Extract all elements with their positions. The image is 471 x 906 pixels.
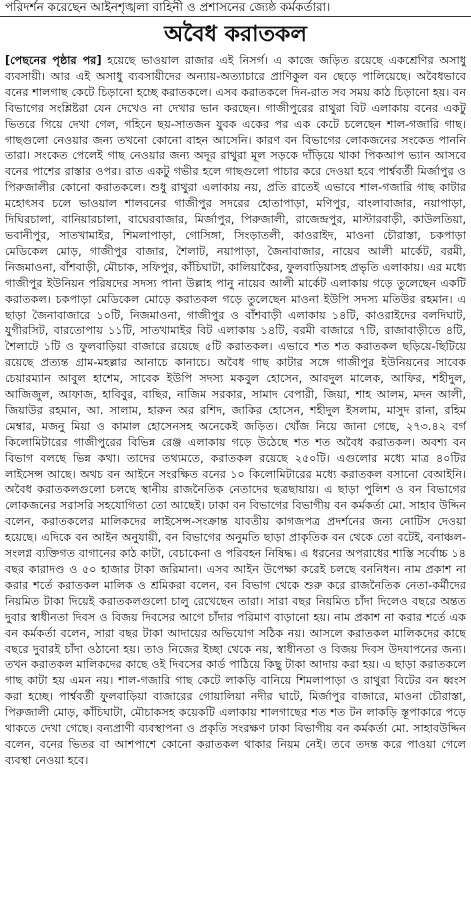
article-paragraph bbox=[5, 53, 466, 769]
article-paragraph-text: হয়েছে ভাওয়াল রাজার এই নিসর্গ। এ কাজে জড়িত রয়েছে একশ্রেণির অসাধু ব্যবসায়ী। আর এই অসাধু ব্যবসায়ীদের অন্যায়-অত্যাচারে প্রাণিকুল বন ছেড়ে পালিয়েছে। অবৈধভাবে বনের শালগাছ কেটে চিড়ানো হচ্ছে করাতকলে। এসব করাতকলে দিন-রাত সব সময় কাঠ চিড়ানো হয়। বন বিভাগের সংশ্লিষ্টরা যেন দেখেও না দেখার ভান করছেন। গাজীপুরের রাথুরা বিট এলাকায় বনের একটু ভিতরে গিয়ে দেখা গেল, গহিনে ছয়-সাতজন যুবক একের পর এক কেটে চলেছেন শাল-গজারি গাছ। গাছগুলো নেওয়ার জন্য তখনো কোনো বাহন আসেনি। কারণ বন বিভাগের লোকজনের সংকেত পাননি তারা। সংকেত পেলেই গাছ নেওয়ার জন্য অদূর রাথুরা মূল সড়কে দাঁড়িয়ে থাকা পিকআপ ভ্যান আসবে বনের পাশের রাস্তার ওপর। রাত একটু গভীর হলে গাছগুলো পাচার করে দেওয়া হবে পার্শ্ববর্তী মির্জাপুর ও পিরুজালীর কোনো করাতকলে। শুধু রাথুরা এলাকায় নয়, প্রতি রাতেই এভাবে শাল-গজারি গাছ কাটার মহোৎসব চলে ভাওয়াল শালবনের গাজীপুর সদরের হোতাপাড়া, মণিপুর, বাংলাবাজার, নয়াপাড়া, দিঘিরচালা, বানিয়ারচালা, বাঘেরবাজার, মির্জাপুর, পিরুজালী, রাজেন্দ্রপুর, মাস্টারবাড়ী, কাউলতিয়া, ভবানীপুর, সাতখামাইর, শিমলাপাড়া, গোসিঙ্গা, সিংড়াতলী, কাওরাইদ, মাওনা চৌরাস্তা, চকপাড়া মেডিকেল মোড়, গাজীপুর বাজার, শৈলাট, নয়াপাড়া, জৈনাবাজার, নায়েব আলী মার্কেট, বরমী, নিজমাওনা, বাঁশবাড়ী, মৌচাক, সফিপুর, কাঁচিঘাটা, কালিয়াকৈর, ফুলবাড়িয়াসহ প্রভৃতি এলাকায়। এর মধ্যে গাজীপুর ইউনিয়ন পরিষদের সদস্য পানা উল্লাহ পানু নায়েব আলী মার্কেট এলাকায় গড়ে তুলেছেন একটি করাতকল। চকপাড়া মেডিকেল মোড়ে করাতকল গড়ে তুলেছেন মাওনা ইউপি সদস্য মতিউর রহমান। এ ছাড়া জৈনাবাজারে ১০টি, নিজমাওনা, গাজীপুর ও বাঁশবাড়ী এলাকায় ১৪টি, কাওরাইদের বলদিঘাট, যুগীরসিট, বারতোপায় ১১টি, সাতখামাইর বিট এলাকায় ১৪টি, বরমী বাজারে ৭টি, রাজাবাড়ীতে ৪টি, শৈলাটে ১টি ও ফুলবাড়িয়া বাজারে রয়েছে ৫টি করাতকল। এভাবে শত শত করাতকল ছড়িয়ে-ছিটিয়ে রয়েছে প্রত্যন্ত গ্রাম-মহল্লার আনাচে কানাচে। অবৈধ গাছ কাটার সঙ্গে গাজীপুর ইউনিয়নের সাবেক চেয়ারম্যান আবুল হাশেম, সাবেক ইউপি সদস্য মকবুল হোসেন, আবদুল মালেক, আফির, শহীদুল, আজিজুল, আফাজ, হাবিবুর, বাছির, নাজিম সরকার, সামাদ বেপারী, জিয়া, শাহ আলম, মদন আলী, জিয়াউর রহমান, আ. সালাম, হারুন অর রশিদ, জাকির হোসেন, শহীদুল ইসলাম, মাসুদ রানা, রহিম মেম্বার, মজনু মিয়া ও কামাল হোসেনসহ অনেকেই জড়িত। খোঁজ নিয়ে জানা গেছে, ২৭৩.৪২ বর্গ কিলোমিটারের গাজীপুরের বিভিন্ন রেঞ্জ এলাকায় গড়ে উঠেছে শত শত অবৈধ করাতকল। অবশ্য বন বিভাগ বলছে ভিন্ন কথা। তাদের তথ্যমতে, করাতকল রয়েছে ২৫০টি। এগুলোর মধ্যে মাত্র ৪০টির লাইসেন্স আছে। অথচ বন আইনে সংরক্ষিত বনের ১০ কিলোমিটারের মধ্যে করাতকল বসানো বেআইনি। অবৈধ করাতকলগুলো চলছে স্থানীয় রাজনৈতিক নেতাদের ছত্রছায়ায়। এ ছাড়া পুলিশ ও বন বিভাগের লোকজনের সরাসরি সহযোগিতা তো আছেই। ঢাকা বন বিভাগের বিভাগীয় বন কর্মকর্তা মো. সাহাব উদ্দিন বলেন, করাতকলের মালিকদের লাইসেন্স-সংক্রান্ত যাবতীয় কাগজপত্র প্রদর্শনের জন্য নোটিস দেওয়া হয়েছে। এদিকে বন আইন অনুযায়ী, বন বিভাগের অনুমতি ছাড়া প্রাকৃতিক বন থেকে তো বটেই, বনাঞ্চল-সংলগ্ন ব্যক্তিগত বাগানের কাঠ কাটা, বেচাকেনা ও পরিবহন নিষিদ্ধ। এ ধরনের অপরাধের শাস্তি সর্বোচ্চ ১৪ বছর কারাদণ্ড ও ৫০ হাজার টাকা জরিমানা। এসব আইন উপেক্ষা করেই চলছে বননিধন। নাম প্রকাশ না করার শর্তে করাতকল মালিক ও শ্রমিকরা বলেন, বন বিভাগ থেকে শুরু করে রাজনৈতিক নেতা-কর্মীদের নিয়মিত টাকা দিয়েই করাতকলগুলো চালু রেখেছেন তারা। সারা বছর নিয়মিত চাঁদা দিলেও বছরে অন্তত দুবার স্বাধীনতা দিবস ও বিজয় দিবসের আগে চাঁদার পরিমাণ বাড়ানো হয়। নাম প্রকাশ না করার শর্তে এক বন কর্মকর্তা বলেন, সারা বছর টাকা আদায়ের অভিযোগ সঠিক নয়। আসলে করাতকল মালিকদের কাছে বছরে দুবারই চাঁদা ওঠানো হয়। তাও নিজের ইচ্ছা থেকে নয়, স্বাধীনতা ও বিজয় দিবস উদযাপনের জন্য। তখন করাতকল মালিকদের কাছে ওই দিবসের কার্ড পাঠিয়ে কিছু টাকা আদায় করা হয়। এ ছাড়া করাতকলে গাছ কাটা হয় এমন নয়। শাল-গজারি গাছ কেটে লাকড়ি বানিয়ে শিমলাপাড়া ও রাথুরা বিটের বন ধ্বংস করা হচ্ছে। পার্শ্ববর্তী ফুলবাড়িয়া বাজারের গোয়ালিয়া নদীর ঘাটে, মির্জাপুর বাজারে, মাওনা চৌরাস্তা, পিরুজালী মোড়, কাঁচিঘাটা, মৌচাকসহ কয়েকটি এলাকায় শালগাছের শত শত টন লাকড়ি স্তূপাকারে পড়ে থাকতে দেখা গেছে। বন্যপ্রাণী ব্যবস্থাপনা ও প্রকৃতি সংরক্ষণ ঢাকা বিভাগীয় বন কর্মকর্তা মো. সাহাবউদ্দিন বলেন, বনের ভিতর বা আশপাশে কোনো করাতকল থাকার নিয়ম নেই। তবে তদন্ত করে পাওয়া গেলে ব্যবস্থা নেওয়া হবে। bbox=[5, 54, 466, 767]
article-body bbox=[5, 53, 466, 903]
continued-from-tag: [পেছনের পৃষ্ঠার পর] bbox=[5, 54, 102, 67]
previous-article-last-line: পরিদর্শন করেছেন আইনশৃঙ্খলা বাহিনী ও প্রশাসনের জ্যেষ্ঠ কর্মকর্তারা। bbox=[0, 0, 471, 17]
article-headline: অবৈধ করাতকল bbox=[164, 21, 307, 47]
